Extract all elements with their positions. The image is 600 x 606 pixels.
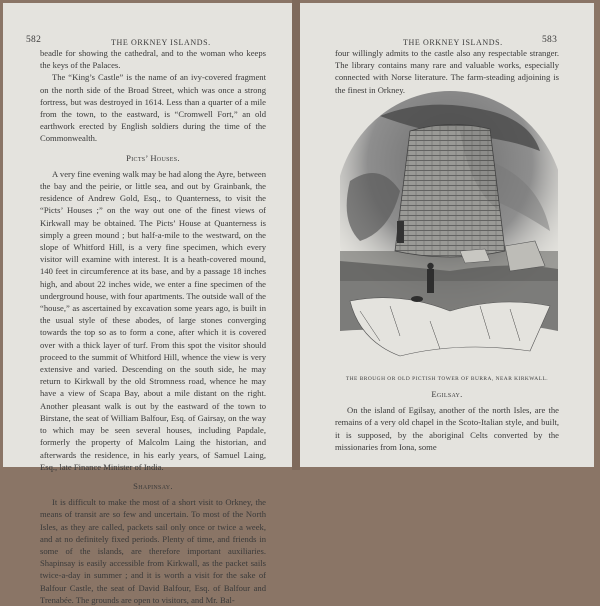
- left-body: [40, 47, 266, 606]
- page-number: 583: [542, 35, 558, 45]
- section-heading: Egilsay.: [431, 389, 463, 399]
- running-title: THE ORKNEY ISLANDS.: [403, 38, 503, 47]
- page-number: 582: [26, 35, 42, 45]
- broch-illustration: [340, 91, 558, 371]
- illustration-caption: THE BROUGH OR OLD PICTISH TOWER OF BURRA, NEAR KIRKWALL.: [345, 376, 549, 382]
- paragraph: The “King’s Castle” is the name of an ivy-covered fragment on the north side of the Broad Street, which was once a strong fortress, but was destroyed in 1614. Less than a quarter of a mile from the town, to the eastward, is “Cromwell Fort,” an old earthwork erected by English soldiers during the time of the Commonwealth.: [40, 72, 266, 144]
- paragraph: It is difficult to make the most of a short visit to Orkney, the means of transit are so few and uncertain. To most of the North Isles, as they are called, packets sail only once or twice a week, and at no definitely fixed periods. Plenty of time, and friends in some of the islands, are therefore important auxiliaries. Shapinsay is easily accessible from Kirkwall, as the packet sails twice-a-day in summer ; and it is worth a visit for the sake of Balfour Castle, the seat of David Balfour, Esq. of Balfour and Trenabée. The grounds are open to visitors, and Mr. Bal-: [40, 497, 266, 605]
- right-page: [300, 3, 594, 467]
- paragraph: A very fine evening walk may be had along the Ayre, between the bay and the peirie, or little sea, and out by Grainbank, the residence of Andrew Gold, Esq., to Quanterness, to visit the “Picts’ Houses ;” on the way out one of the finest views of Kirkwall may be obtained. The Picts’ House at Quanterness is simply a green mound ; but half-a-mile to the westward, on the slope of Whitford Hill, is a very fine specimen, which every visitor will examine with interest. It is a heath-covered mound, 140 feet in circumference at its base, and by a passage 18 inches high, and about 22 inches wide, we enter a fine specimen of the underground house, with four apartments. The outside wall of the “house,” as ascertained by excavation some years ago, is built in the usual style of these abodes, of large stones converging towards the top so as to form a cone, after which it is covered over with a thick layer of turf. From this spot the visitor should proceed to the summit of Whitford Hill, whence the view is very extensive and varied. Descending on the south side, he may return to Kirkwall by the old Stromness road, whence he may have a view of Scapa Bay, about a mile distant on the right. Another pleasant walk is out by the eastward of the town to Birstane, the seat of William Balfour, Esq. of Gairsay, on the way to which may be seen several houses, including Papdale, formerly the property of Malcolm Laing the historian, and afterwards the residence, in his early years, of Samuel Laing, Esq., late Finance Minister of India.: [40, 168, 266, 472]
- right-body-top: [335, 47, 559, 96]
- right-body-bottom: [335, 388, 559, 453]
- left-page: [3, 3, 292, 605]
- paragraph: beadle for showing the cathedral, and to the woman who keeps the keys of the Palaces.: [40, 48, 266, 71]
- paragraph: four willingly admits to the castle also any respectable stranger. The library contains many rare and valuable works, especially connected with Norse literature. The farm-steading adjoining is the finest in Orkney.: [335, 48, 559, 95]
- paragraph: On the island of Egilsay, another of the north Isles, are the remains of a very old chapel in the Scoto-Italian style, and built, it is supposed, by the aboriginal Celts converted by the missionaries from Iona, some: [335, 405, 559, 452]
- section-heading: Shapinsay.: [133, 480, 173, 491]
- section-heading: Picts’ Houses.: [126, 152, 180, 163]
- book-gutter: [292, 0, 300, 470]
- running-title: THE ORKNEY ISLANDS.: [111, 38, 211, 47]
